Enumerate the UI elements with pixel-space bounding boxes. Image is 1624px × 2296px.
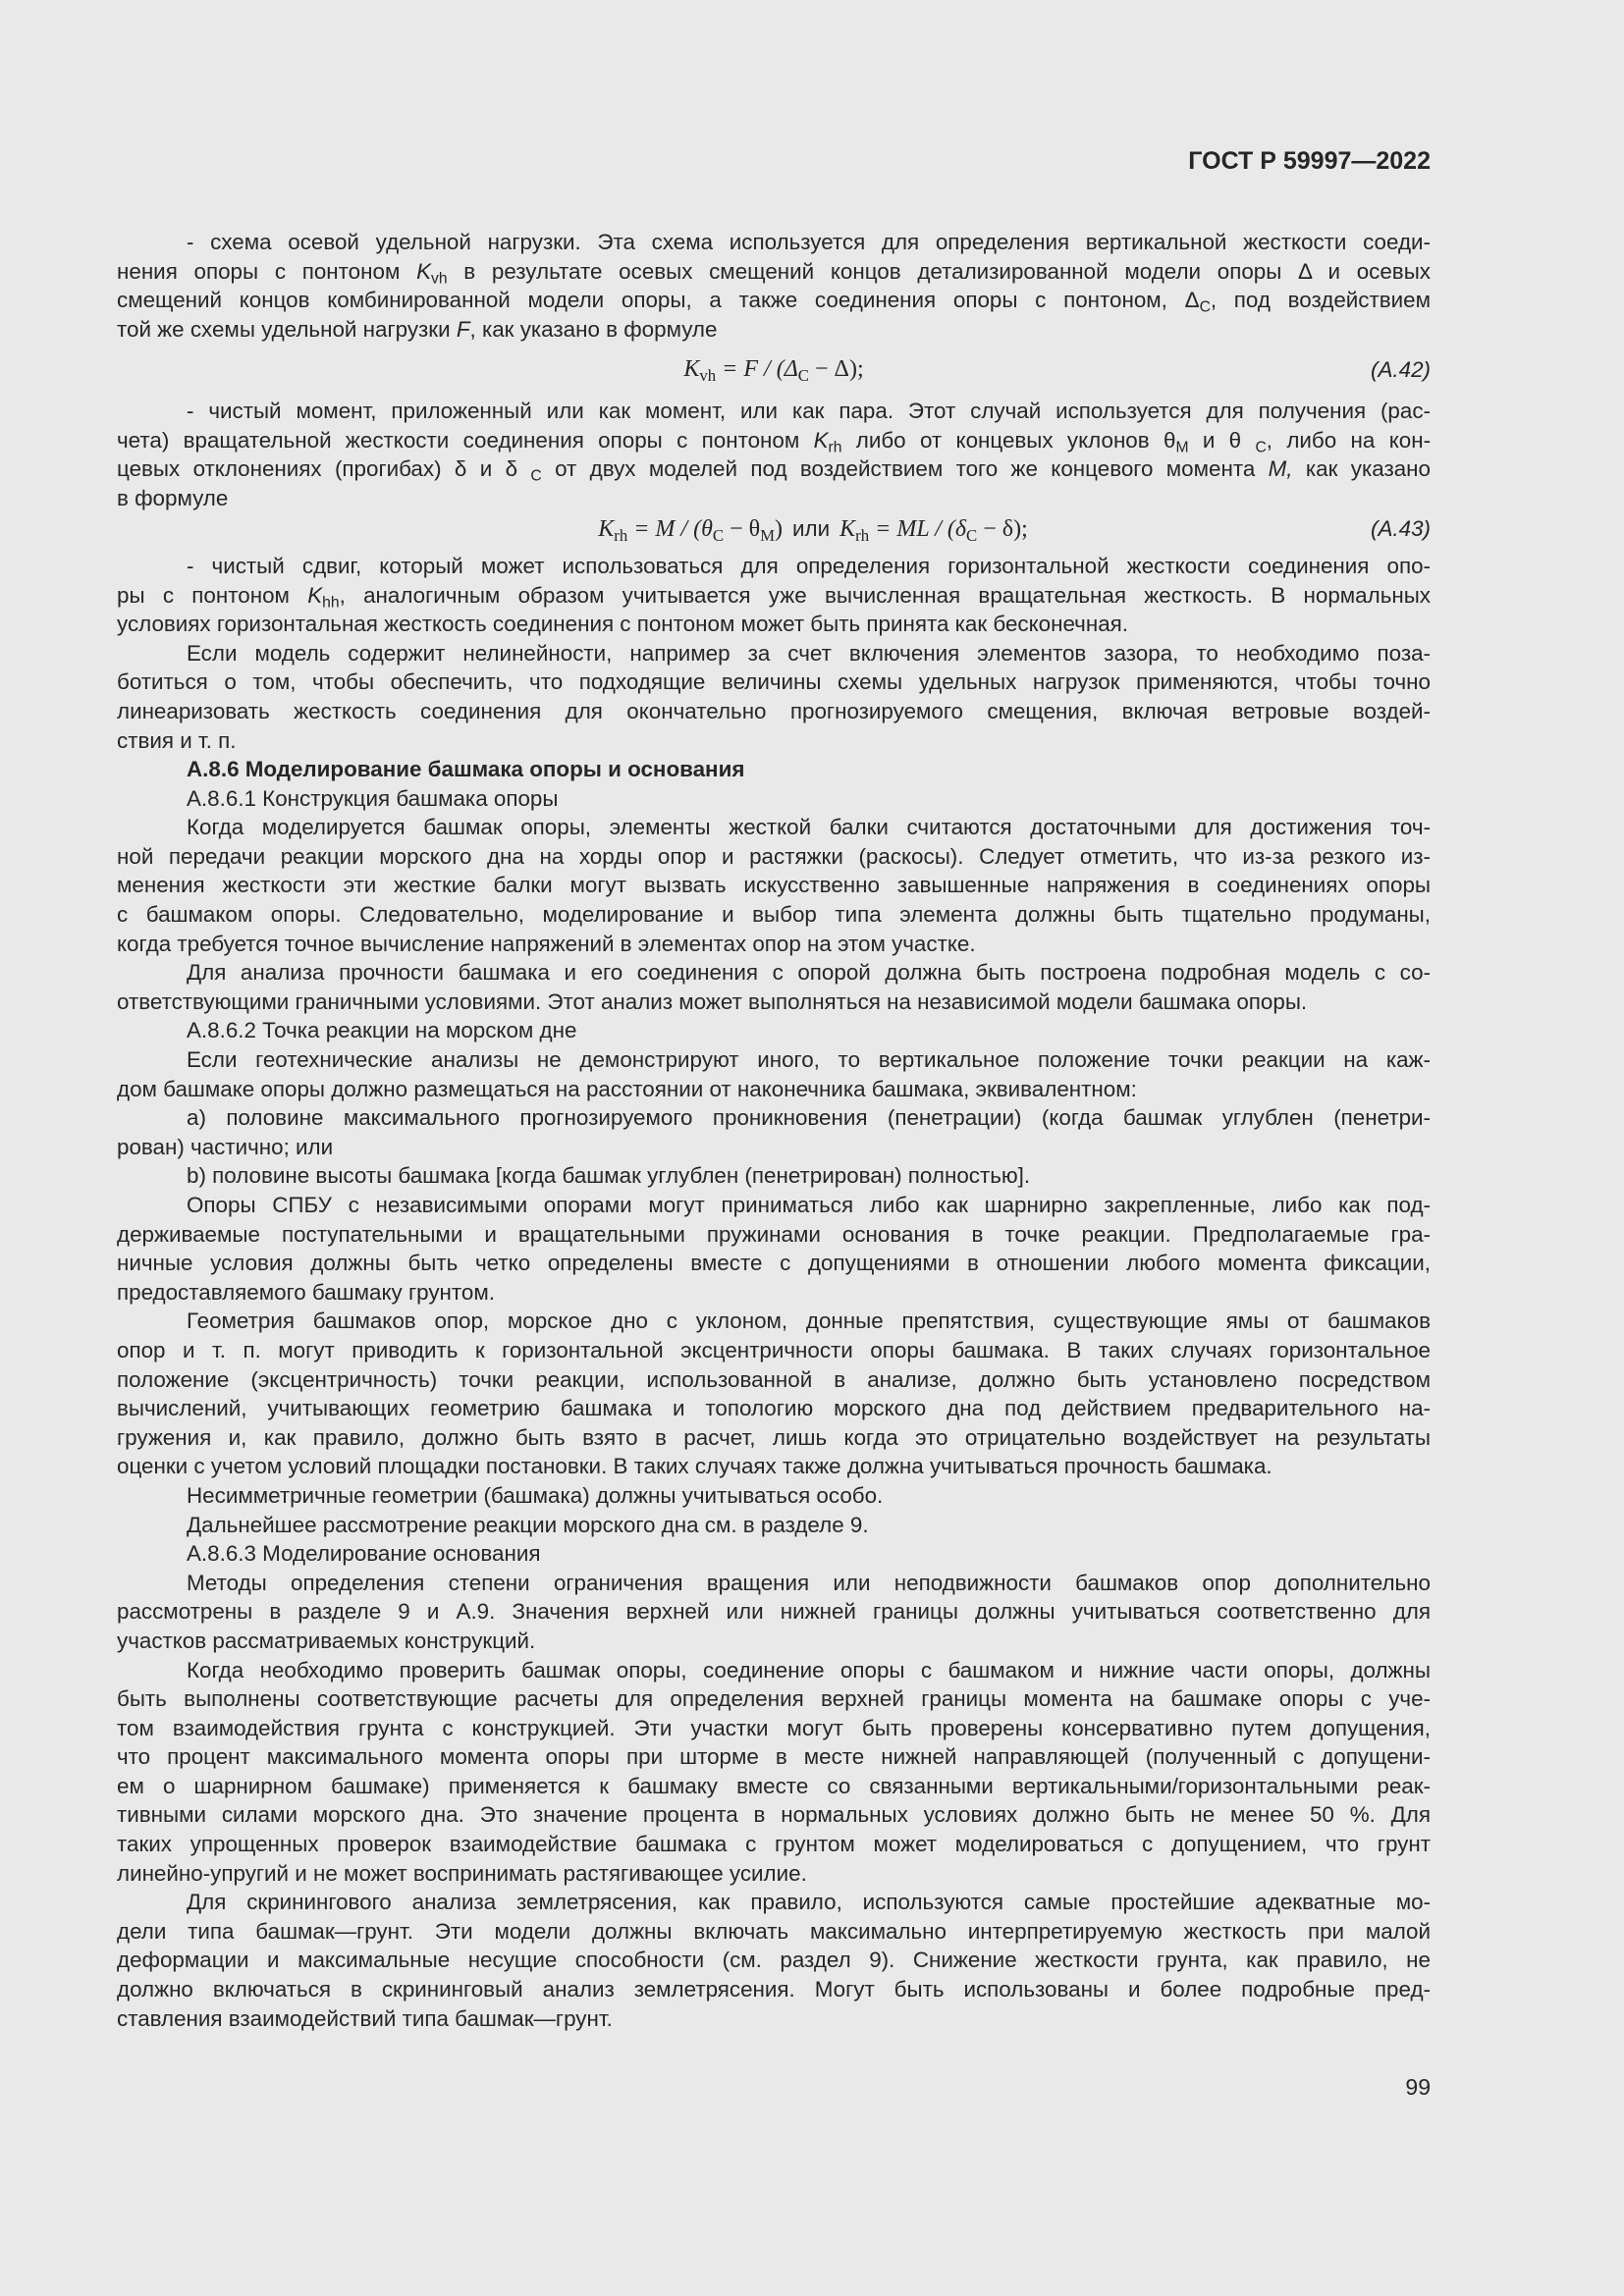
subsection-heading: А.8.6.3 Моделирование основания: [187, 1541, 541, 1567]
text-line: в формуле: [117, 485, 229, 510]
text-line: - схема осевой удельной нагрузки. Эта схема используется для определения вертикальной жесткости соеди-: [187, 230, 1431, 254]
text-line: условиях горизонтальная жесткость соединения с понтоном может быть принята как бесконечная.: [117, 612, 1129, 637]
text-line: предоставляемого башмаку грунтом.: [117, 1279, 495, 1305]
text-line: цевых отклонениях (прогибах) δ и δ $_C$ от двух моделей под воздействием того же концевого момента M, как указано: [117, 456, 1432, 485]
text-line: ствия и т. п.: [117, 727, 237, 753]
text-line: том взаимодействия грунта с конструкцией. Эти участки могут быть проверены консервативно путем допущения,: [117, 1715, 1431, 1740]
text-line: Когда необходимо проверить башмак опоры, соединение опоры с башмаком и нижние части опоры, должны: [187, 1657, 1431, 1682]
text-line: ной передачи реакции морского дна на хорды опор и растяжки (раскосы). Следует отметить, что из-за резкого из-: [117, 843, 1431, 869]
formula-number: (A.42): [1371, 357, 1431, 383]
text-line: Когда моделируется башмак опоры, элементы жесткой балки считаются достаточными для достижения точ-: [187, 815, 1431, 840]
text-line: таких упрощенных проверок взаимодействие башмака с грунтом может моделироваться с допущением, что грунт: [117, 1832, 1431, 1857]
text-line: линеаризовать жесткость соединения для окончательно прогнозируемого смещения, включая ветровые воздей-: [117, 698, 1431, 723]
formula-expression: $K_{vh} = F / (\Delta_C - \Delta)$;: [683, 356, 864, 386]
text-line: рован) частично; или: [117, 1134, 334, 1159]
text-line: тивными силами морского дна. Это значение процента в нормальных условиях должно быть не менее 50 %. Для: [117, 1802, 1431, 1828]
text-line: ры с понтоном $K_{hh}$, аналогичным образом учитывается уже вычисленная вращательная жесткость. В нормальных: [117, 582, 1432, 612]
text-line: быть выполнены соответствующие расчеты для определения верхней границы момента на башмаке опоры с уче-: [117, 1686, 1431, 1712]
document-body: [117, 228, 1431, 2033]
text-line: Для скринингового анализа землетрясения, как правило, используются самые простейшие адекватные мо-: [187, 1890, 1431, 1915]
text-line: ем о шарнирном башмаке) применяется к башмаку вместе со связанными вертикальными/горизонтальными реак-: [117, 1773, 1431, 1798]
document-header: ГОСТ Р 59997—2022: [1188, 147, 1431, 175]
text-line: нения опоры с понтоном $K_{vh}$ в результате осевых смещений концов детализированной модели опоры Δ и осевых: [117, 258, 1431, 288]
text-line: ставления взаимодействий типа башмак—грунт.: [117, 2005, 613, 2031]
text-line: - чистый момент, приложенный или как момент, или как пара. Этот случай используется для получения (рас-: [187, 398, 1431, 423]
text-line: той же схемы удельной нагрузки F, как указано в формуле: [117, 316, 718, 342]
text-line: вычислений, учитывающих геометрию башмака и топологию морского дна под действием предварительного на-: [117, 1396, 1431, 1421]
text-line: менения жесткости эти жесткие балки могут вызвать искусственно завышенные напряжения в соединениях опоры: [117, 873, 1431, 898]
text-line: оценки с учетом условий площадки постановки. В таких случаях также должна учитываться прочность башмака.: [117, 1454, 1272, 1479]
text-line: положение (эксцентричность) точки реакции, использованной в анализе, должно быть установлено посредством: [117, 1366, 1431, 1392]
text-line: Несимметричные геометрии (башмака) должны учитываться особо.: [187, 1482, 884, 1508]
text-line: чета) вращательной жесткости соединения опоры с понтоном $K_{rh}$ либо от концевых уклонов $\theta_M$ и θ $_C$, либо на кон-: [117, 427, 1432, 456]
text-line: гружения и, как правило, должно быть взято в расчет, лишь когда это отрицательно воздействует на результаты: [117, 1424, 1431, 1450]
text-line: деформации и максимальные несущие способности (см. раздел 9). Снижение жесткости грунта, как правило, не: [117, 1948, 1431, 1973]
formula-number: (A.43): [1371, 516, 1431, 542]
text-line: участков рассматриваемых конструкций.: [117, 1628, 536, 1653]
text-line: Дальнейшее рассмотрение реакции морского дна см. в разделе 9.: [187, 1512, 869, 1537]
subsection-heading: А.8.6.2 Точка реакции на морском дне: [187, 1018, 577, 1043]
text-line: смещений концов комбинированной модели опоры, а также соединения опоры с понтоном, $\Delta_C$, под воздействием: [117, 288, 1431, 316]
list-item: b) половине высоты башмака [когда башмак углублен (пенетрирован) полностью].: [187, 1163, 1031, 1189]
text-line: что процент максимального момента опоры при шторме в месте нижней направляющей (полученный с допущени-: [117, 1744, 1431, 1770]
text-line: Если геотехнические анализы не демонстрируют иного, то вертикальное положение точки реакции на каж-: [187, 1047, 1431, 1073]
text-line: должно включаться в скрининговый анализ землетрясения. Могут быть использованы и более подробные пред-: [117, 1977, 1431, 2002]
formula-expression: $K_{rh} = M / (\theta_C - \theta_M)$ или $K_{rh}$ = ML / $(\delta_C - \delta)$;: [598, 516, 1028, 546]
text-line: Для анализа прочности башмака и его соединения с опорой должна быть построена подробная модель с со-: [187, 960, 1431, 986]
section-heading: А.8.6 Моделирование башмака опоры и основания: [187, 757, 745, 782]
text-line: Если модель содержит нелинейности, например за счет включения элементов зазора, то необходимо поза-: [187, 640, 1431, 666]
text-line: Опоры СПБУ с независимыми опорами могут приниматься либо как шарнирно закрепленные, либо как под-: [187, 1193, 1431, 1217]
text-line: дом башмаке опоры должно размещаться на расстоянии от наконечника башмака, эквивалентном:: [117, 1076, 1137, 1101]
text-line: ботиться о том, чтобы обеспечить, что подходящие величины схемы удельных нагрузок применяются, чтобы точно: [117, 669, 1431, 695]
text-line: опор и т. п. могут приводить к горизонтальной эксцентричности опоры башмака. В таких случаях горизонтальное: [117, 1337, 1431, 1362]
list-item: a) половине максимального прогнозируемого проникновения (пенетрации) (когда башмак углублен (пенетри-: [187, 1105, 1431, 1131]
text-line: рассмотрены в разделе 9 и А.9. Значения верхней или нижней границы должны учитываться соответственно для: [117, 1599, 1431, 1625]
page-number: 99: [1405, 2074, 1431, 2100]
text-line: ничные условия должны быть четко определены вместе с допущениями в отношении любого момента фиксации,: [117, 1251, 1431, 1276]
text-line: когда требуется точное вычисление напряжений в элементах опор на этом участке.: [117, 931, 976, 956]
text-line: ответствующими граничными условиями. Этот анализ может выполняться на независимой модели башмака опоры.: [117, 988, 1308, 1014]
formula-a43: [117, 514, 1431, 544]
subsection-heading: А.8.6.1 Конструкция башмака опоры: [187, 785, 559, 811]
text-line: с башмаком опоры. Следовательно, моделирование и выбор типа элемента должны быть тщательно продуманы,: [117, 902, 1431, 928]
text-line: линейно-упругий и не может воспринимать растягивающее усилие.: [117, 1860, 807, 1886]
formula-a42: [117, 355, 1431, 385]
text-line: Методы определения степени ограничения вращения или неподвижности башмаков опор дополнительно: [187, 1570, 1431, 1595]
text-line: - чистый сдвиг, который может использоваться для определения горизонтальной жесткости соединения опо-: [187, 553, 1431, 578]
text-line: держиваемые поступательными и вращательными пружинами основания в точке реакции. Предполагаемые гра-: [117, 1221, 1431, 1247]
text-line: Геометрия башмаков опор, морское дно с уклоном, донные препятствия, существующие ямы от башмаков: [187, 1308, 1431, 1334]
text-line: дели типа башмак—грунт. Эти модели должны включать максимально интерпретируемую жесткость при малой: [117, 1918, 1431, 1944]
